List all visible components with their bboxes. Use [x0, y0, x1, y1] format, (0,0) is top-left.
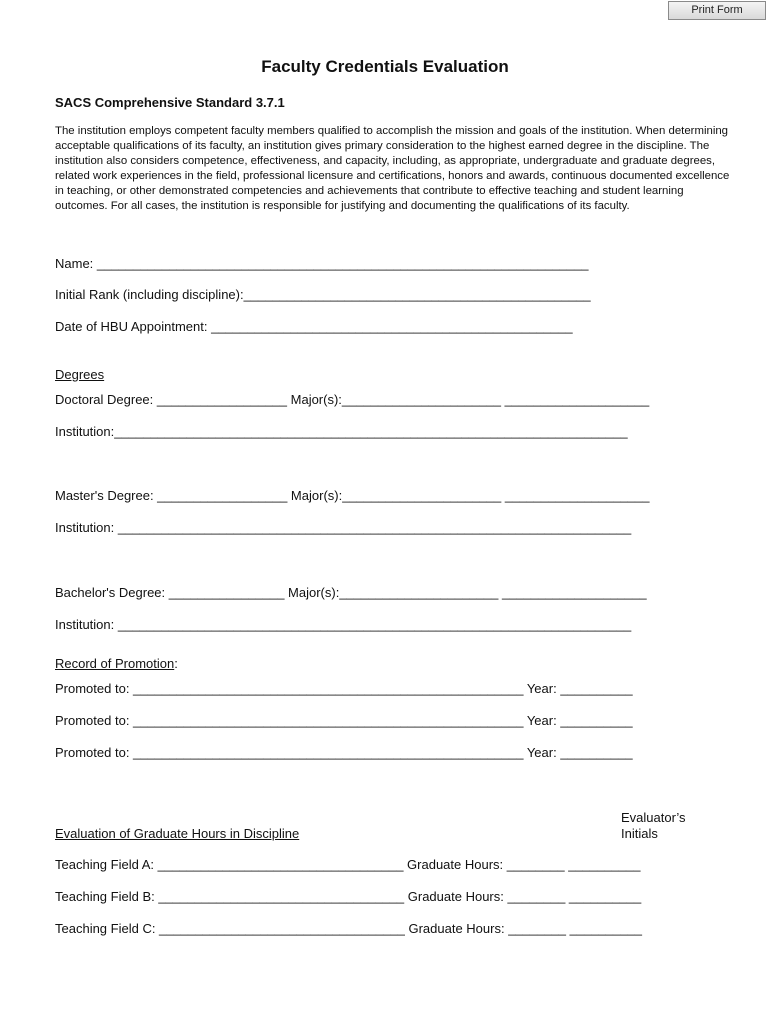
page-title: Faculty Credentials Evaluation [261, 57, 509, 76]
bachelors-institution-field[interactable]: Institution: _______________________________________________________________________ [55, 617, 632, 632]
promotion-heading-row [55, 656, 178, 672]
masters-degree-field[interactable]: Master's Degree: __________________ Major(s):______________________ ____________________ [55, 488, 650, 503]
intro-paragraph: The institution employs competent faculty members qualified to accomplish the mission and goals of the institution. When determining acceptable qualifications of its faculty, an institution gives primary consideration to the highest earned degree in the discipline. The institution also considers competence, effectiveness, and capacity, including, as appropriate, undergraduate and graduate degrees, related work experiences in the field, professional licensure and certifications, honors and awards, continuous documented excellence in teaching, or other demonstrated competencies and achievements that contribute to effective teaching and student learning outcomes. For all cases, the institution is responsible for justifying and documenting the qualifications of its faculty. [55, 125, 730, 212]
name-field[interactable]: Name: ____________________________________________________________________ [55, 256, 589, 271]
doctoral-degree-field[interactable]: Doctoral Degree: __________________ Major(s):______________________ ____________________ [55, 392, 650, 407]
doctoral-institution-field[interactable]: Institution:_______________________________________________________________________ [55, 424, 628, 439]
teaching-field-c[interactable]: Teaching Field C: __________________________________ Graduate Hours: ________ __________ [55, 921, 642, 936]
bachelors-degree-field[interactable]: Bachelor's Degree: ________________ Major(s):______________________ ____________________ [55, 585, 647, 600]
initial-rank-field[interactable]: Initial Rank (including discipline):________________________________________________ [55, 287, 591, 302]
appointment-date-field[interactable]: Date of HBU Appointment: __________________________________________________ [55, 319, 573, 334]
promotion-field-3[interactable]: Promoted to: ______________________________________________________ Year: __________ [55, 745, 633, 760]
teaching-field-a[interactable]: Teaching Field A: __________________________________ Graduate Hours: ________ __________ [55, 857, 641, 872]
promotion-field-1[interactable]: Promoted to: ______________________________________________________ Year: __________ [55, 681, 633, 696]
teaching-field-b[interactable]: Teaching Field B: __________________________________ Graduate Hours: ________ __________ [55, 889, 642, 904]
promotion-heading: Record of Promotion [55, 656, 175, 671]
promotion-field-2[interactable]: Promoted to: ______________________________________________________ Year: __________ [55, 713, 633, 728]
standard-heading: SACS Comprehensive Standard 3.7.1 [55, 95, 285, 110]
print-form-button[interactable]: Print Form [668, 1, 766, 20]
masters-institution-field[interactable]: Institution: _______________________________________________________________________ [55, 520, 632, 535]
graduate-hours-heading: Evaluation of Graduate Hours in Discipline [55, 826, 300, 841]
promotion-heading-colon: : [174, 656, 178, 671]
degrees-heading: Degrees [55, 367, 105, 382]
evaluator-label: Evaluator’s [621, 810, 686, 825]
initials-label: Initials [621, 826, 658, 841]
